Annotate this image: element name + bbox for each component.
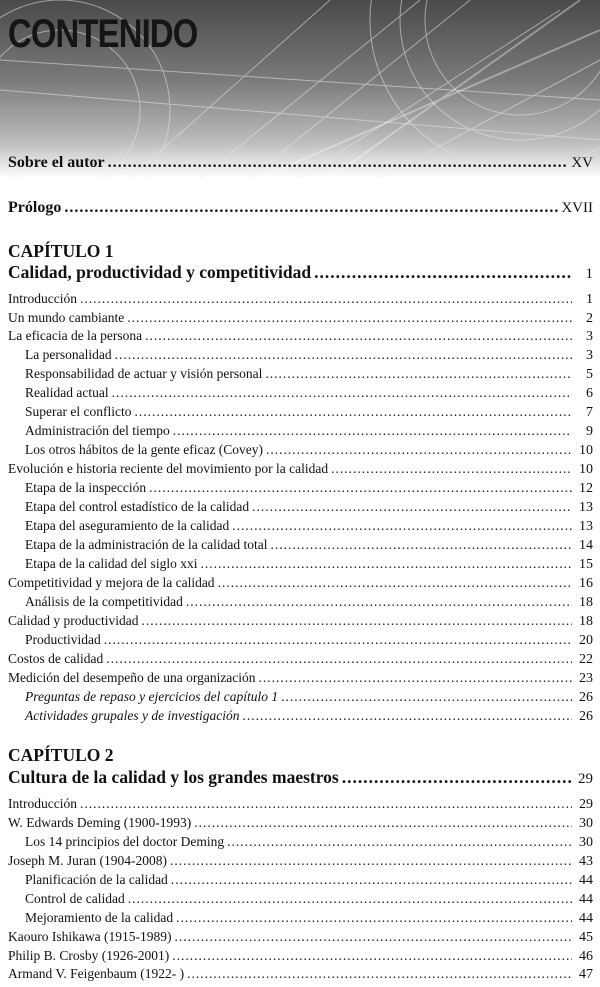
toc-page-number: 29	[579, 797, 593, 812]
toc-entry-label: La eficacia de la persona	[8, 328, 143, 343]
toc-page-number: 15	[579, 557, 593, 572]
toc-page-number: 22	[579, 652, 593, 667]
toc-page-number: 6	[586, 386, 593, 401]
toc-page-number: 44	[579, 873, 593, 888]
toc-entry[interactable]	[8, 310, 593, 327]
chapter-2-number: CAPÍTULO 2	[8, 745, 114, 765]
toc-page-number: 30	[579, 835, 593, 850]
dot-leader	[174, 929, 572, 945]
dot-leader	[252, 499, 572, 515]
dot-leader	[64, 199, 558, 217]
toc-subentry[interactable]	[25, 480, 593, 497]
dot-leader	[141, 613, 572, 629]
toc-entry[interactable]	[8, 966, 593, 983]
toc-entry[interactable]	[8, 929, 593, 946]
toc-page-number: 47	[579, 967, 593, 982]
toc-page-number: 3	[586, 348, 593, 363]
toc-subentry-review-questions[interactable]	[25, 689, 593, 706]
toc-page-number: 44	[579, 892, 593, 907]
dot-leader	[134, 404, 572, 420]
dot-leader	[176, 910, 572, 926]
toc-entry-label: Realidad actual	[25, 385, 109, 400]
toc-subentry[interactable]	[25, 366, 593, 383]
toc-page-number: 18	[579, 595, 593, 610]
toc-entry[interactable]	[8, 328, 593, 345]
dot-leader	[242, 708, 572, 724]
toc-entry-label: Evolución e historia reciente del movimiento por la calidad	[8, 461, 329, 476]
toc-page-number: XVII	[561, 200, 593, 216]
toc-entry-label: Armand V. Feigenbaum (1922- )	[8, 966, 185, 981]
toc-page-number: 7	[586, 405, 593, 420]
toc-page-number: 1	[586, 292, 593, 307]
toc-page-number: 10	[579, 443, 593, 458]
dot-leader	[171, 872, 572, 888]
toc-page-number: 1	[585, 266, 593, 282]
toc-entry-label: W. Edwards Deming (1900-1993)	[8, 815, 192, 830]
toc-page-number: 3	[586, 329, 593, 344]
toc-entry-label: Mejoramiento de la calidad	[25, 910, 174, 925]
toc-subentry[interactable]	[25, 594, 593, 611]
dot-leader	[172, 948, 572, 964]
toc-page-number: 44	[579, 911, 593, 926]
toc-page-number: 20	[579, 633, 593, 648]
toc-page-number: 29	[578, 771, 593, 787]
toc-entry[interactable]	[8, 575, 593, 592]
toc-subentry[interactable]	[25, 347, 593, 364]
toc-entry-label: Philip B. Crosby (1926-2001)	[8, 948, 170, 963]
dot-leader	[265, 366, 572, 382]
toc-subentry-group-activities[interactable]	[25, 708, 593, 725]
toc-entry-label: Prólogo	[8, 199, 62, 216]
dot-leader	[112, 385, 572, 401]
toc-entry-label: Los otros hábitos de la gente eficaz (Covey)	[25, 442, 264, 457]
toc-entry[interactable]	[8, 651, 593, 668]
toc-entry-label: Responsabilidad de actuar y visión personal	[25, 366, 263, 381]
dot-leader	[266, 442, 572, 458]
toc-entry-label: Etapa del aseguramiento de la calidad	[25, 518, 230, 533]
toc-page-number: 30	[579, 816, 593, 831]
toc-page-number: 10	[579, 462, 593, 477]
dot-leader	[194, 815, 572, 831]
dot-leader	[218, 575, 572, 591]
toc-subentry[interactable]	[25, 632, 593, 649]
dot-leader	[104, 632, 572, 648]
toc-page-number: 26	[579, 690, 593, 705]
dot-leader	[200, 556, 572, 572]
chapter-1-number: CAPÍTULO 1	[8, 241, 114, 261]
toc-entry-label: Sobre el autor	[8, 154, 105, 171]
chapter-title-label: Cultura de la calidad y los grandes maestros	[8, 767, 339, 787]
toc-page-number: 23	[579, 671, 593, 686]
dot-leader	[342, 767, 572, 788]
toc-entry-label: Superar el conflicto	[25, 404, 132, 419]
dot-leader	[232, 518, 572, 534]
dot-leader	[331, 461, 572, 477]
toc-page-number: 13	[579, 519, 593, 534]
toc-entry-label: La personalidad	[25, 347, 112, 362]
toc-subentry[interactable]	[25, 891, 593, 908]
toc-page-number: 16	[579, 576, 593, 591]
dot-leader	[170, 853, 572, 869]
toc-page-number: 9	[586, 424, 593, 439]
toc-entry-label: Control de calidad	[25, 891, 125, 906]
toc-subentry[interactable]	[25, 423, 593, 440]
toc-page-number: 5	[586, 367, 593, 382]
chapter-2-title[interactable]	[8, 767, 593, 788]
toc-entry-prologue[interactable]	[8, 199, 593, 217]
toc-entry-label: Preguntas de repaso y ejercicios del capítulo 1	[25, 689, 279, 704]
toc-page-number: XV	[571, 155, 593, 171]
toc-subentry[interactable]	[25, 518, 593, 535]
dot-leader	[187, 966, 572, 982]
chapter-title-label: Calidad, productividad y competitividad	[8, 262, 312, 282]
dot-leader	[173, 423, 572, 439]
toc-entry-label: Análisis de la competitividad	[25, 594, 183, 609]
toc-entry-label: Joseph M. Juran (1904-2008)	[8, 853, 167, 868]
toc-entry-label: Etapa de la calidad del siglo xxi	[25, 556, 198, 571]
dot-leader	[80, 291, 572, 307]
toc-page-number: 43	[579, 854, 593, 869]
toc-entry[interactable]	[8, 948, 593, 965]
toc-subentry[interactable]	[25, 910, 593, 927]
dot-leader	[127, 310, 572, 326]
toc-page-number: 26	[579, 709, 593, 724]
page-title: CONTENIDO	[8, 12, 198, 56]
toc-subentry[interactable]	[25, 537, 593, 554]
toc-subentry[interactable]	[25, 872, 593, 889]
toc-subentry[interactable]	[25, 834, 593, 851]
toc-entry[interactable]	[8, 815, 593, 832]
toc-subentry[interactable]	[25, 442, 593, 459]
toc-entry[interactable]	[8, 796, 593, 813]
toc-subentry[interactable]	[25, 556, 593, 573]
toc-entry-label: Calidad y productividad	[8, 613, 139, 628]
toc-subentry[interactable]	[25, 385, 593, 402]
toc-entry-label: Actividades grupales y de investigación	[25, 708, 240, 723]
toc-entry-label: Planificación de la calidad	[25, 872, 168, 887]
toc-entry-label: Etapa de la administración de la calidad total	[25, 537, 268, 552]
toc-entry-label: Costos de calidad	[8, 651, 104, 666]
toc-page-number: 13	[579, 500, 593, 515]
toc-entry[interactable]	[8, 670, 593, 687]
dot-leader	[108, 154, 569, 172]
toc-page-number: 2	[586, 311, 593, 326]
toc-entry[interactable]	[8, 291, 593, 308]
dot-leader	[115, 347, 572, 363]
toc-entry[interactable]	[8, 613, 593, 630]
toc-entry[interactable]	[8, 853, 593, 870]
dot-leader	[227, 834, 572, 850]
toc-subentry[interactable]	[25, 404, 593, 421]
toc-entry-label: Medición del desempeño de una organización	[8, 670, 256, 685]
dot-leader	[80, 796, 572, 812]
toc-page-number: 12	[579, 481, 593, 496]
toc-subentry[interactable]	[25, 499, 593, 516]
dot-leader	[259, 670, 572, 686]
toc-entry-label: Productividad	[25, 632, 101, 647]
toc-entry-label: Introducción	[8, 291, 77, 306]
dot-leader	[281, 689, 572, 705]
dot-leader	[186, 594, 572, 610]
dot-leader	[128, 891, 572, 907]
toc-entry-label: Etapa del control estadístico de la calidad	[25, 499, 250, 514]
toc-entry-label: Introducción	[8, 796, 77, 811]
toc-page-number: 18	[579, 614, 593, 629]
dot-leader	[271, 537, 572, 553]
toc-page-number: 14	[579, 538, 593, 553]
toc-page-number: 45	[579, 930, 593, 945]
toc-entry-label: Administración del tiempo	[25, 423, 170, 438]
dot-leader	[149, 480, 572, 496]
chapter-1-title[interactable]	[8, 262, 593, 283]
header-banner	[0, 0, 600, 178]
dot-leader	[106, 651, 572, 667]
toc-entry-about-author[interactable]	[8, 154, 593, 172]
toc-entry-label: Etapa de la inspección	[25, 480, 147, 495]
toc-entry-label: Competitividad y mejora de la calidad	[8, 575, 215, 590]
toc-entry-label: Los 14 principios del doctor Deming	[25, 834, 225, 849]
toc-entry-label: Un mundo cambiante	[8, 310, 125, 325]
toc-entry-label: Kaouro Ishikawa (1915-1989)	[8, 929, 172, 944]
toc-entry[interactable]	[8, 461, 593, 478]
dot-leader	[314, 262, 572, 283]
toc-page-number: 46	[579, 949, 593, 964]
dot-leader	[145, 328, 572, 344]
